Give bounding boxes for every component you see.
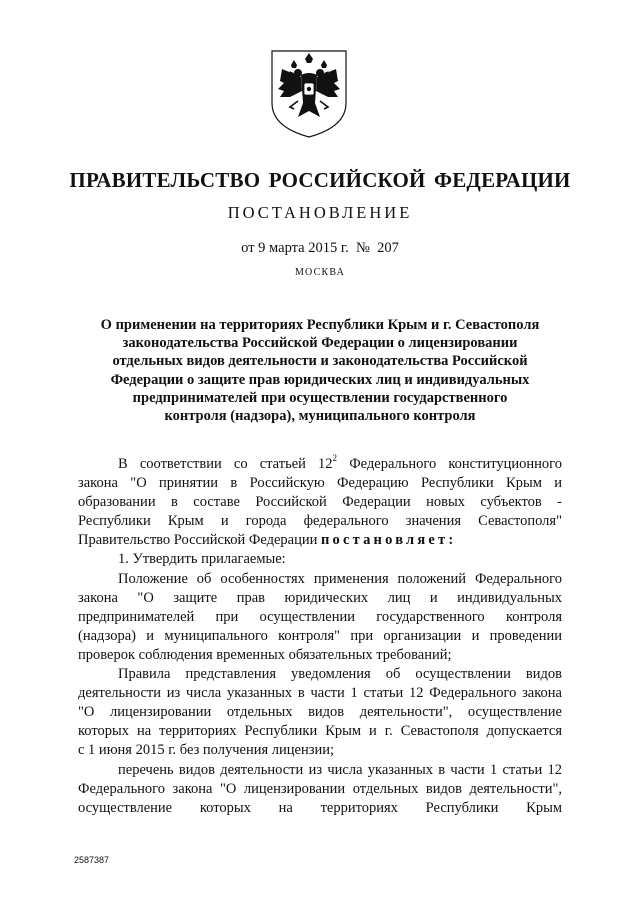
- body-line: закона "О принятии в Российскую Федерацию Республики Крым и: [78, 475, 562, 492]
- subject-line: Федерации о защите прав юридических лиц и индивидуальных: [110, 371, 530, 388]
- body-line: образовании в составе Российской Федерации новых субъектов -: [78, 494, 562, 511]
- body-line: перечень видов деятельности из числа указанных в части 1 статьи 12: [118, 761, 562, 778]
- body-line: [78, 455, 562, 474]
- decree-subject: [78, 316, 562, 425]
- body-line: 1. Утвердить прилагаемые:: [118, 551, 286, 568]
- decree-heading: ПОСТАНОВЛЕНИЕ: [227, 203, 413, 222]
- body-line: Федерального закона "О лицензировании отдельных видов деятельности",: [78, 780, 562, 797]
- coat-of-arms-icon: [268, 45, 350, 141]
- subject-line: законодательства Российской Федерации о лицензировании: [122, 335, 518, 352]
- subject-line: контроля (надзора), муниципального контроля: [164, 408, 476, 425]
- decree-body: [78, 455, 562, 818]
- body-line: [78, 531, 562, 550]
- decree-city: МОСКВА: [294, 267, 346, 278]
- body-line: проверок соблюдения временных обязательных требований;: [78, 646, 452, 663]
- body-line: Республики Крым и города федерального значения Севастополя": [78, 513, 562, 530]
- document-code: 2587387: [74, 855, 110, 865]
- body-line: "О лицензировании отдельных видов деятельности", осуществление: [78, 704, 562, 721]
- body-text: Правительство Российской Федерации: [78, 532, 321, 549]
- body-line: с 1 июня 2015 г. без получения лицензии;: [78, 742, 334, 759]
- body-line: Положение об особенностях применения положений Федерального: [118, 570, 562, 587]
- resolves-word: постановляет:: [320, 532, 457, 549]
- government-title: ПРАВИТЕЛЬСТВО РОССИЙСКОЙ ФЕДЕРАЦИИ: [69, 168, 571, 192]
- article-superscript: 2: [332, 453, 338, 464]
- body-line: деятельности из числа указанных в части 1 статьи 12 Федерального закона: [78, 685, 562, 702]
- body-line: (надзора) и муниципального контроля" при организации и проведении: [78, 627, 562, 644]
- body-line: Правила представления уведомления об осуществлении видов: [118, 666, 562, 683]
- body-line: которых на территориях Республики Крым и г. Севастополя допускается: [78, 723, 562, 740]
- body-text: Федерального конституционного: [337, 456, 562, 472]
- subject-line: предпринимателей при осуществлении государственного: [132, 389, 508, 406]
- body-line: предпринимателей при осуществлении государственного контроля: [78, 608, 562, 625]
- subject-line: отдельных видов деятельности и законодательства Российской: [112, 353, 528, 370]
- body-line: закона "О защите прав юридических лиц и индивидуальных: [78, 589, 562, 606]
- decree-date-number: от 9 марта 2015 г. № 207: [241, 240, 399, 256]
- body-text: В соответствии со статьей 12: [118, 456, 333, 472]
- subject-line: О применении на территориях Республики Крым и г. Севастополя: [100, 317, 540, 333]
- body-line: осуществление которых на территориях Республики Крым: [78, 799, 562, 816]
